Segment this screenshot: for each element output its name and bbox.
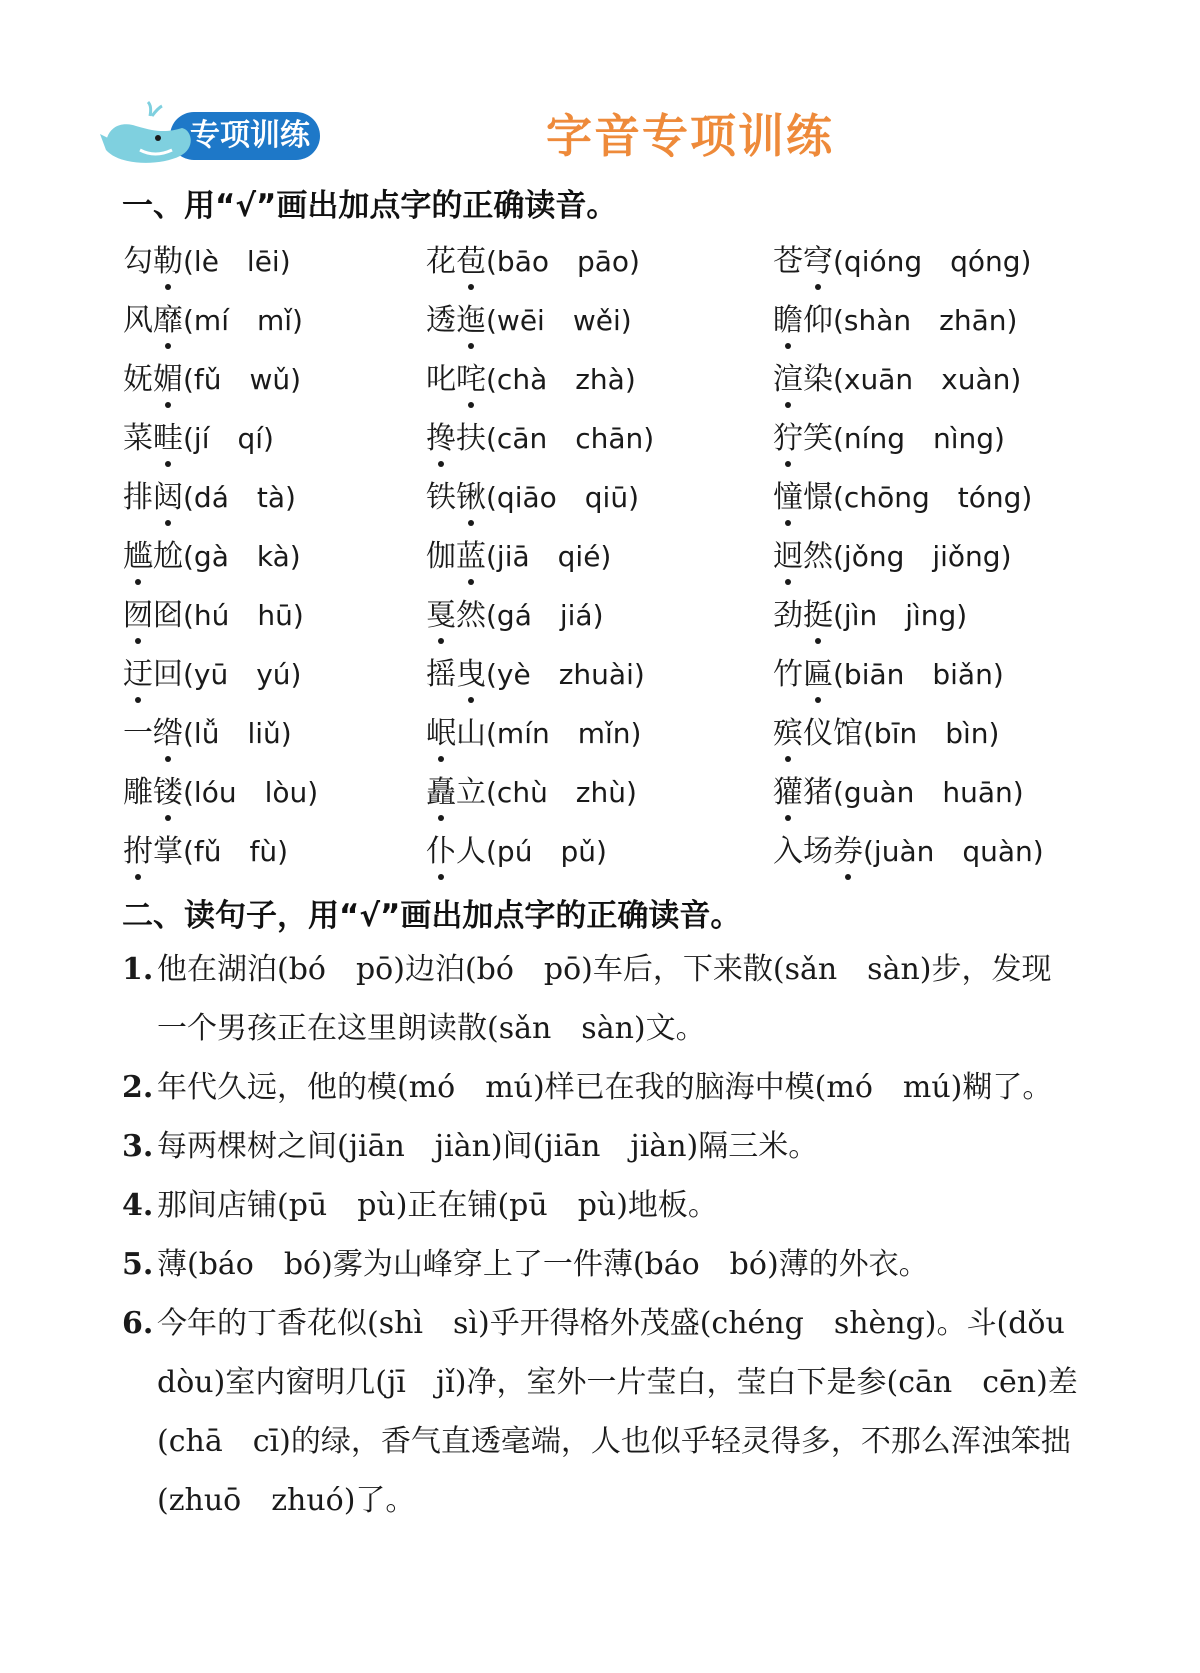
emphasis-dot	[468, 579, 474, 585]
sentence-number: 6.	[122, 1306, 154, 1341]
emphasis-dot	[785, 579, 791, 585]
emphasis-dot	[438, 461, 444, 467]
word-item	[426, 590, 604, 642]
sentence-item	[122, 1058, 1082, 1117]
word-item	[123, 649, 301, 701]
word-row	[123, 413, 1123, 472]
pinyin-options[interactable]: (hú hū)	[183, 599, 304, 632]
word-item	[773, 767, 1024, 819]
sentence-number: 5.	[122, 1247, 154, 1282]
emphasis-dot	[468, 343, 474, 349]
pinyin-options[interactable]: (guàn huān)	[833, 776, 1024, 809]
sentence-item	[122, 1176, 1082, 1235]
word-text: 妩媚	[123, 362, 183, 397]
sentence-line[interactable]: dòu)室内窗明几(jī jǐ)净，室外一片莹白，莹白下是参(cān cēn)差	[157, 1365, 1078, 1400]
word-item	[773, 354, 1021, 406]
word-text: 獾猪	[773, 775, 833, 810]
word-row	[123, 590, 1123, 649]
word-text: 透迤	[426, 303, 486, 338]
sentence-line[interactable]: 那间店铺(pū pù)正在铺(pū pù)地板。	[157, 1188, 718, 1223]
word-text: 囫囵	[123, 598, 183, 633]
word-item	[426, 531, 611, 583]
pinyin-options[interactable]: (chōng tóng)	[833, 481, 1033, 514]
emphasis-dot	[438, 815, 444, 821]
word-text: 铁锹	[426, 480, 486, 515]
emphasis-dot	[815, 697, 821, 703]
word-text: 渲染	[773, 362, 833, 397]
sentence-line[interactable]: 薄(báo bó)雾为山峰穿上了一件薄(báo bó)薄的外衣。	[157, 1247, 929, 1282]
word-text: 竹匾	[773, 657, 833, 692]
word-text: 伽蓝	[426, 539, 486, 574]
pinyin-options[interactable]: (juàn quàn)	[863, 835, 1044, 868]
word-row	[123, 472, 1123, 531]
word-row	[123, 531, 1123, 590]
word-text: 一绺	[123, 716, 183, 751]
pinyin-options[interactable]: (gá jiá)	[486, 599, 604, 632]
pinyin-options[interactable]: (biān biǎn)	[833, 658, 1004, 691]
word-item	[426, 767, 637, 819]
word-text: 狞笑	[773, 421, 833, 456]
pinyin-options[interactable]: (mí mǐ)	[183, 304, 303, 337]
page-title: 字音专项训练	[546, 109, 834, 163]
sentence-number: 3.	[122, 1129, 154, 1164]
word-item	[123, 531, 301, 583]
word-item	[773, 649, 1004, 701]
emphasis-dot	[165, 815, 171, 821]
word-item	[773, 708, 999, 760]
sentence-line[interactable]: 每两棵树之间(jiān jiàn)间(jiān jiàn)隔三米。	[157, 1129, 819, 1164]
section1-heading: 一、用“√”画出加点字的正确读音。	[122, 188, 618, 224]
word-text: 叱咤	[426, 362, 486, 397]
word-item	[426, 236, 640, 288]
sentence-line[interactable]: 年代久远，他的模(mó mú)样已在我的脑海中模(mó mú)糊了。	[157, 1070, 1053, 1105]
emphasis-dot	[785, 461, 791, 467]
word-text: 花苞	[426, 244, 486, 279]
word-row	[123, 295, 1123, 354]
word-item	[773, 531, 1012, 583]
word-row	[123, 767, 1123, 826]
pinyin-options[interactable]: (jiā qié)	[486, 540, 612, 573]
word-item	[123, 472, 296, 524]
pinyin-options[interactable]: (yū yú)	[183, 658, 302, 691]
word-item	[123, 767, 318, 819]
sentence-item	[122, 1117, 1082, 1176]
word-text: 勾勒	[123, 244, 183, 279]
pinyin-options[interactable]: (dá tà)	[183, 481, 296, 514]
pinyin-options[interactable]: (mín mǐn)	[486, 717, 642, 750]
sentence-line[interactable]: 今年的丁香花似(shì sì)乎开得格外茂盛(chéng shèng)。斗(dǒu	[157, 1306, 1065, 1341]
word-item	[773, 413, 1005, 465]
emphasis-dot	[165, 520, 171, 526]
word-row	[123, 649, 1123, 708]
word-text: 瞻仰	[773, 303, 833, 338]
word-item	[123, 590, 304, 642]
emphasis-dot	[468, 697, 474, 703]
word-item	[123, 413, 274, 465]
word-text: 苍穹	[773, 244, 833, 279]
sentence-item	[122, 940, 1082, 1058]
word-text: 雕镂	[123, 775, 183, 810]
word-item	[123, 708, 292, 760]
pinyin-options[interactable]: (shàn zhān)	[833, 304, 1018, 337]
pinyin-options[interactable]: (yè zhuài)	[486, 658, 645, 691]
word-item	[426, 472, 639, 524]
pinyin-options[interactable]: (fǔ wǔ)	[183, 363, 302, 396]
word-item	[123, 354, 301, 406]
pinyin-options[interactable]: (xuān xuàn)	[833, 363, 1022, 396]
sentence-number: 2.	[122, 1070, 154, 1105]
sentence-line[interactable]: (chā cī)的绿，香气直透毫端，人也似乎轻灵得多，不那么浑浊笨拙	[157, 1424, 1071, 1459]
word-row	[123, 354, 1123, 413]
word-item	[426, 708, 641, 760]
word-text: 迂回	[123, 657, 183, 692]
sentence-line[interactable]: 一个男孩正在这里朗读散(sǎn sàn)文。	[157, 1011, 706, 1046]
word-text: 风靡	[123, 303, 183, 338]
pinyin-options[interactable]: (lóu lòu)	[183, 776, 319, 809]
emphasis-dot	[845, 874, 851, 880]
word-text: 菜畦	[123, 421, 183, 456]
section-badge	[100, 100, 325, 170]
sentence-list	[122, 940, 1082, 1530]
emphasis-dot	[135, 874, 141, 880]
word-item	[773, 472, 1032, 524]
emphasis-dot	[165, 461, 171, 467]
sentence-item	[122, 1235, 1082, 1294]
section2-heading: 二、读句子，用“√”画出加点字的正确读音。	[122, 898, 742, 934]
word-text: 排闼	[123, 480, 183, 515]
emphasis-dot	[815, 284, 821, 290]
word-item	[773, 590, 967, 642]
word-item	[426, 295, 632, 347]
word-item	[426, 649, 645, 701]
pinyin-options[interactable]: (bīn bìn)	[863, 717, 1000, 750]
emphasis-dot	[468, 402, 474, 408]
emphasis-dot	[135, 638, 141, 644]
word-row	[123, 236, 1123, 295]
emphasis-dot	[135, 697, 141, 703]
word-text: 戛然	[426, 598, 486, 633]
word-item	[773, 236, 1031, 288]
emphasis-dot	[785, 343, 791, 349]
word-text: 搀扶	[426, 421, 486, 456]
pinyin-options[interactable]: (jǒng jiǒng)	[833, 540, 1012, 573]
sentence-line[interactable]: 他在湖泊(bó pō)边泊(bó pō)车后，下来散(sǎn sàn)步，发现	[157, 952, 1052, 987]
pinyin-options[interactable]: (qióng qóng)	[833, 245, 1032, 278]
pinyin-options[interactable]: (chà zhà)	[486, 363, 636, 396]
emphasis-dot	[165, 402, 171, 408]
pinyin-options[interactable]: (fǔ fù)	[183, 835, 289, 868]
emphasis-dot	[785, 402, 791, 408]
emphasis-dot	[815, 638, 821, 644]
pinyin-options[interactable]: (chù zhù)	[486, 776, 637, 809]
pinyin-options[interactable]: (níng nìng)	[833, 422, 1005, 455]
emphasis-dot	[468, 284, 474, 290]
pinyin-options[interactable]: (lǚ liǔ)	[183, 717, 292, 750]
word-item	[426, 354, 636, 406]
pinyin-options[interactable]: (jí qí)	[183, 422, 274, 455]
word-text: 岷山	[426, 716, 486, 751]
pinyin-options[interactable]: (jìn jìng)	[833, 599, 968, 632]
pinyin-options[interactable]: (qiāo qiū)	[486, 481, 639, 514]
word-text: 矗立	[426, 775, 486, 810]
emphasis-dot	[438, 874, 444, 880]
sentence-line[interactable]: (zhuō zhuó)了。	[157, 1483, 416, 1518]
word-item	[123, 236, 291, 288]
emphasis-dot	[785, 520, 791, 526]
emphasis-dot	[785, 756, 791, 762]
word-item	[426, 826, 607, 878]
badge-label: 专项训练	[190, 118, 310, 153]
word-item	[773, 826, 1044, 878]
word-item	[426, 413, 654, 465]
pinyin-options[interactable]: (wēi wěi)	[486, 304, 632, 337]
word-item	[123, 295, 303, 347]
emphasis-dot	[438, 756, 444, 762]
pinyin-options[interactable]: (lè lēi)	[183, 245, 291, 278]
word-row	[123, 708, 1123, 767]
emphasis-dot	[165, 284, 171, 290]
word-text: 殡仪馆	[773, 716, 863, 751]
word-grid	[123, 236, 1123, 885]
sentence-number: 4.	[122, 1188, 154, 1223]
word-text: 憧憬	[773, 480, 833, 515]
emphasis-dot	[165, 343, 171, 349]
pinyin-options[interactable]: (pú pǔ)	[486, 835, 607, 868]
emphasis-dot	[438, 638, 444, 644]
word-item	[123, 826, 288, 878]
pinyin-options[interactable]: (gà kà)	[183, 540, 301, 573]
emphasis-dot	[135, 579, 141, 585]
word-row	[123, 826, 1123, 885]
word-text: 摇曳	[426, 657, 486, 692]
word-text: 仆人	[426, 834, 486, 869]
word-text: 迥然	[773, 539, 833, 574]
emphasis-dot	[165, 756, 171, 762]
pinyin-options[interactable]: (bāo pāo)	[486, 245, 640, 278]
emphasis-dot	[785, 815, 791, 821]
emphasis-dot	[468, 520, 474, 526]
word-text: 劲挺	[773, 598, 833, 633]
word-text: 入场券	[773, 834, 863, 869]
word-item	[773, 295, 1017, 347]
word-text: 尴尬	[123, 539, 183, 574]
word-text: 拊掌	[123, 834, 183, 869]
sentence-item	[122, 1294, 1082, 1530]
sentence-number: 1.	[122, 952, 154, 987]
pinyin-options[interactable]: (cān chān)	[486, 422, 655, 455]
